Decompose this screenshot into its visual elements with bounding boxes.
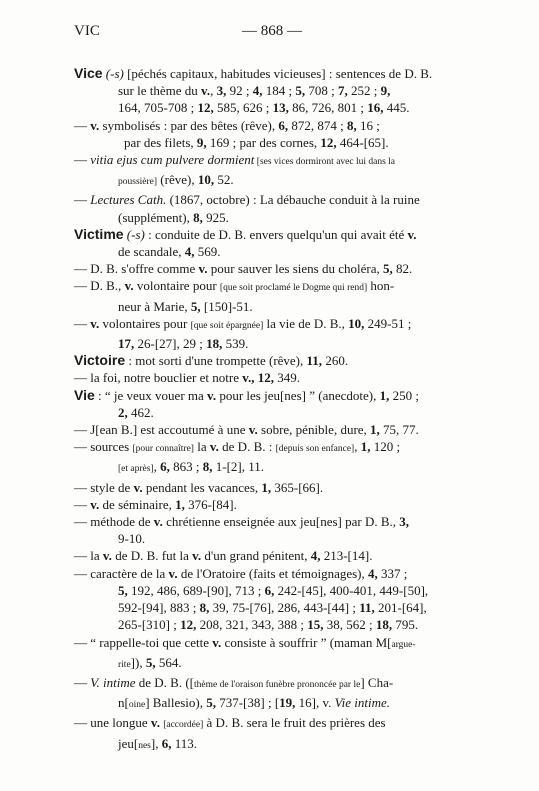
entry-text: pour les jeu[nes] ” (anecdote), xyxy=(216,387,380,403)
volume-number: 9, xyxy=(380,83,391,99)
volume-number: 6, xyxy=(160,459,170,475)
entry-line xyxy=(74,117,470,134)
entry-text: : conduite de D. B. envers quelqu'un qui avait été xyxy=(144,226,408,242)
entry-text: de séminaire, xyxy=(99,496,176,512)
headword: Victoire xyxy=(74,352,126,369)
entry-text: D. B. s'offre comme xyxy=(90,261,199,277)
index-subentry xyxy=(74,421,470,438)
volume-number: 12, xyxy=(180,617,197,633)
editorial-insert: oine xyxy=(128,700,146,711)
volume-number: 3, xyxy=(216,83,227,99)
entry-line xyxy=(74,438,470,458)
plural-marker: (-s) xyxy=(105,66,124,81)
entry-line xyxy=(74,565,470,582)
entry-line xyxy=(74,496,470,513)
entry-line xyxy=(74,404,470,421)
entry-text: neur à Marie, xyxy=(118,298,191,314)
entry-text: 585, 626 ; xyxy=(213,100,273,116)
volume-number: 6, xyxy=(264,582,275,598)
dash: — xyxy=(74,548,91,564)
entry-line xyxy=(74,352,470,369)
volume-number: 1, xyxy=(175,496,185,512)
dash: — xyxy=(74,715,91,731)
entry-text: sources xyxy=(90,439,133,455)
entry-line xyxy=(74,369,470,386)
abbr-v: v. xyxy=(168,565,178,581)
entry-text: de scandale, xyxy=(118,244,185,260)
entry-line xyxy=(74,421,470,438)
latin-quote: vitia ejus cum pulvere dormient xyxy=(90,152,255,168)
index-subentry xyxy=(74,674,470,714)
dash: — xyxy=(74,634,91,650)
entry-text: de l'Oratoire (faits et témoignages), xyxy=(177,565,369,581)
entry-line xyxy=(74,226,470,243)
entry-text: 120 ; xyxy=(370,439,401,455)
entry-text: 872, 874 ; xyxy=(288,117,347,133)
entry-text: 92 ; xyxy=(226,83,253,99)
abbr-v: v. xyxy=(201,83,211,99)
volume-number: 8, xyxy=(346,117,357,133)
entry-text: sobre, pénible, dure, xyxy=(257,422,371,438)
entry-text: 26-[27], 29 ; xyxy=(134,336,207,352)
volume-number: 11, xyxy=(306,353,323,369)
index-body xyxy=(74,65,470,755)
entry-text: par des filets, xyxy=(124,134,197,150)
entry-line xyxy=(74,616,470,633)
volume-number: 1, xyxy=(379,387,390,403)
entry-line xyxy=(74,260,470,277)
entry-text: jeu[ xyxy=(118,735,139,751)
entry-line xyxy=(74,243,470,260)
entry-text: à D. B. sera le fruit des prières des xyxy=(203,715,386,731)
entry-text: “ rappelle-toi que cette xyxy=(90,634,213,650)
entry-text: (1867, octobre) : La débauche conduit à la ruine xyxy=(166,192,420,208)
entry-line xyxy=(74,315,470,335)
entry-text: 376-[84]. xyxy=(184,496,237,512)
index-entry-victime xyxy=(74,226,470,260)
editorial-insert: [que soit épargnée] xyxy=(190,320,264,331)
entry-line xyxy=(74,599,470,616)
plural-marker: (-s) xyxy=(123,226,145,242)
volume-number: 16, xyxy=(367,100,384,116)
abbr-v: v. xyxy=(209,439,219,455)
entry-text: d'un grand pénitent, xyxy=(201,548,311,564)
page-header xyxy=(74,23,470,45)
entry-text: n[ xyxy=(118,695,129,711)
entry-text: 464-[65]. xyxy=(336,134,389,150)
volume-number: 12, xyxy=(320,134,337,150)
volume-number: 17, xyxy=(118,336,135,352)
volume-number: 6, xyxy=(278,117,289,133)
entry-text: 250 ; xyxy=(389,387,419,403)
entry-text: 208, 321, 343, 388 ; xyxy=(196,617,308,633)
entry-text: (rêve), xyxy=(157,172,198,188)
headword: Vie xyxy=(74,386,95,403)
entry-line xyxy=(74,513,470,530)
volume-number: 4, xyxy=(184,244,195,260)
entry-text: 569. xyxy=(194,244,221,260)
entry-text: 925. xyxy=(202,209,229,225)
entry-text: , xyxy=(354,439,361,455)
editorial-insert: [accordée] xyxy=(163,720,204,731)
entry-line xyxy=(74,479,470,496)
volume-number: 8, xyxy=(202,459,213,475)
index-entry-vice xyxy=(74,65,470,117)
entry-text: 260. xyxy=(322,353,349,369)
dash: — xyxy=(74,439,91,455)
entry-text: 52. xyxy=(214,172,234,188)
entry-text: pour sauver les siens du choléra, xyxy=(207,261,383,277)
entry-text: style de xyxy=(90,479,134,495)
volume-number: 5, xyxy=(118,582,128,598)
headword: Victime xyxy=(74,225,124,242)
entry-line xyxy=(74,65,470,82)
dash: — xyxy=(74,152,91,168)
volume-number: 15, xyxy=(307,617,324,633)
headword: Vice xyxy=(74,65,103,81)
entry-line xyxy=(74,209,470,226)
abbr-v: v., xyxy=(242,370,255,386)
dash: — xyxy=(74,479,91,495)
entry-text: une longue xyxy=(90,715,151,731)
entry-text: ]), xyxy=(130,654,146,670)
volume-number: 5, xyxy=(383,261,393,277)
index-subentry xyxy=(74,191,470,225)
editorial-insert: rite xyxy=(118,659,131,670)
index-entry-victoire xyxy=(74,352,470,369)
entry-text: 16 ; xyxy=(356,117,380,133)
entry-text: [péchés capitaux, habitudes vicieuses] : sentences de D. B. xyxy=(123,66,433,81)
entry-line xyxy=(74,335,470,352)
editorial-insert: poussière] xyxy=(118,177,158,188)
publication-title: Lectures Cath. xyxy=(90,192,167,208)
entry-line xyxy=(74,82,470,99)
abbr-v: v. xyxy=(150,715,160,731)
dash: — xyxy=(74,674,91,690)
entry-line xyxy=(74,99,470,116)
entry-line xyxy=(74,277,470,297)
entry-text: 169 ; par des cornes, xyxy=(206,134,321,150)
entry-text: méthode de xyxy=(90,514,154,530)
entry-text: 242-[45], 400-401, 449-[50], xyxy=(274,582,429,598)
entry-line xyxy=(74,387,470,404)
editorial-insert: [que soit proclamé le Dogme qui rend] xyxy=(219,283,368,294)
abbr-v: v. xyxy=(407,226,417,242)
dash: — xyxy=(74,565,91,581)
entry-text: la vie de D. B., xyxy=(263,315,349,331)
entry-text: chrétienne enseignée aux jeu[nes] par D. B., xyxy=(162,514,400,530)
volume-number: 12, xyxy=(254,370,275,386)
entry-text: 249-51 ; xyxy=(364,315,412,331)
entry-text: sur le thème du xyxy=(118,83,202,99)
entry-text: 737-[38] ; [ xyxy=(215,695,280,711)
entry-text: pendant les vacances, xyxy=(142,479,262,495)
dash: — xyxy=(74,117,91,133)
entry-text: volontaire pour xyxy=(133,278,220,294)
entry-text: 337 ; xyxy=(377,565,408,581)
page-number: — 868 — xyxy=(242,23,302,39)
volume-number: 18, xyxy=(206,336,223,352)
entry-text: 539. xyxy=(222,336,249,352)
volume-number: 6, xyxy=(161,735,172,751)
entry-text: 708 ; xyxy=(305,83,338,99)
volume-number: 10, xyxy=(348,315,365,331)
abbr-v: v. xyxy=(198,261,208,277)
volume-number: 1, xyxy=(261,479,272,495)
volume-number: 1, xyxy=(360,439,371,455)
entry-text: 564. xyxy=(155,654,182,670)
entry-text: ] Ballesio), xyxy=(145,695,207,711)
index-subentry xyxy=(74,714,470,754)
entry-line xyxy=(74,298,470,315)
index-subentry xyxy=(74,438,470,478)
entry-text: symbolisés : par des bêtes (rêve), xyxy=(99,117,279,133)
volume-number: 5, xyxy=(190,298,201,314)
entry-line xyxy=(74,547,470,564)
abbr-v: v. xyxy=(248,422,258,438)
volume-number: 7, xyxy=(337,83,348,99)
index-subentry xyxy=(74,151,470,191)
volume-number: 10, xyxy=(197,172,215,188)
entry-text: 16], v. xyxy=(295,695,335,711)
entry-text: de D. B. : xyxy=(218,439,276,455)
abbr-v: v. xyxy=(90,315,100,331)
dash: — xyxy=(74,278,91,294)
dash: — xyxy=(74,315,91,331)
editorial-insert: [et après] xyxy=(118,464,154,475)
entry-line xyxy=(74,530,470,547)
editorial-insert: nes xyxy=(138,740,151,751)
abbr-v: v. xyxy=(133,479,143,495)
index-subentry xyxy=(74,565,470,634)
volume-number: 11, xyxy=(359,600,375,616)
editorial-insert: [depuis son enfance] xyxy=(275,444,355,455)
abbr-v: v. xyxy=(124,278,134,294)
entry-text: (supplément), xyxy=(118,209,194,225)
entry-text: consiste à souffrir ” (maman M[ xyxy=(221,634,392,650)
dash: — xyxy=(74,422,91,438)
index-subentry xyxy=(74,260,470,277)
entry-text: de D. B. fut la xyxy=(111,548,193,564)
editorial-insert: argue- xyxy=(391,639,416,650)
running-head: VIC xyxy=(74,23,100,39)
volume-number: 4, xyxy=(368,565,378,581)
index-subentry xyxy=(74,479,470,496)
entry-line xyxy=(74,151,470,171)
entry-text: , xyxy=(153,459,161,475)
volume-number: 8, xyxy=(199,600,210,616)
entry-text: la xyxy=(90,548,103,564)
entry-text: volontaires pour xyxy=(99,315,191,331)
entry-text: 82. xyxy=(392,261,413,277)
abbr-v: v. xyxy=(102,548,112,564)
abbr-v: v. xyxy=(90,496,100,512)
dash: — xyxy=(74,496,91,512)
editorial-insert: thème de l'oraison funèbre prononcée par le xyxy=(194,679,361,690)
entry-text: la xyxy=(193,439,210,455)
cross-reference: Vie intime. xyxy=(334,695,391,711)
entry-text: 184 ; xyxy=(262,83,296,99)
abbr-v: v. xyxy=(207,387,217,403)
volume-number: 5, xyxy=(206,695,216,711)
volume-number: 13, xyxy=(272,100,289,116)
entry-text: 349. xyxy=(274,370,301,386)
entry-line xyxy=(74,582,470,599)
volume-number: 3, xyxy=(399,514,410,530)
entry-text: : “ je veux vouer ma xyxy=(94,387,208,403)
entry-line xyxy=(74,171,470,191)
entry-text: 86, 726, 801 ; xyxy=(288,100,368,116)
index-subentry xyxy=(74,277,470,314)
volume-number: 18, xyxy=(375,617,393,633)
abbr-v: v. xyxy=(192,548,202,564)
entry-text: : mot sorti d'une trompette (rêve), xyxy=(125,353,307,369)
index-subentry xyxy=(74,547,470,564)
volume-number: 4, xyxy=(310,548,321,564)
entry-text: 201-[64], xyxy=(374,600,427,616)
entry-text: [150]-51. xyxy=(200,298,253,314)
abbr-v: v. xyxy=(90,117,100,133)
entry-text: 462. xyxy=(127,404,154,420)
entry-line xyxy=(74,654,470,674)
volume-number: 8, xyxy=(193,209,203,225)
entry-text: 863 ; xyxy=(169,459,203,475)
abbr-v: v. xyxy=(212,634,222,650)
entry-text: 1-[2], 11. xyxy=(212,459,264,475)
entry-text: de D. B. ([ xyxy=(135,674,195,690)
entry-line xyxy=(74,714,470,734)
dash: — xyxy=(74,261,91,277)
entry-line xyxy=(74,674,470,694)
entry-text: J[ean B.] est accoutumé à une xyxy=(90,422,249,438)
index-subentry xyxy=(74,513,470,547)
entry-text: 113. xyxy=(171,735,198,751)
dash: — xyxy=(74,514,91,530)
volume-number: 12, xyxy=(197,100,214,116)
entry-text: 213-[14]. xyxy=(320,548,373,564)
entry-text: 252 ; xyxy=(347,83,381,99)
entry-text: ] Cha- xyxy=(360,674,394,690)
editorial-insert: [ses vices dormiront avec lui dans la xyxy=(254,157,396,168)
entry-text: la foi, notre bouclier et notre xyxy=(90,370,243,386)
entry-text: hon- xyxy=(367,278,395,294)
entry-text: 164, 705-708 ; xyxy=(118,100,198,116)
entry-line xyxy=(74,735,470,755)
entry-text: 365-[66]. xyxy=(271,479,324,495)
entry-line xyxy=(74,458,470,478)
volume-number: 5, xyxy=(295,83,306,99)
entry-text: caractère de la xyxy=(90,565,169,581)
entry-text: 39, 75-[76], 286, 443-[44] ; xyxy=(209,600,360,616)
editorial-insert: [pour connaître] xyxy=(132,444,194,455)
volume-number: 1, xyxy=(370,422,380,438)
italic-term: V. intime xyxy=(90,674,136,690)
entry-text: 75, 77. xyxy=(379,422,419,438)
volume-number: 9, xyxy=(196,134,207,150)
index-subentry xyxy=(74,634,470,674)
entry-text: D. B., xyxy=(90,278,125,294)
abbr-v: v. xyxy=(153,514,163,530)
index-subentry xyxy=(74,315,470,352)
volume-number: 5, xyxy=(145,654,156,670)
dash: — xyxy=(74,370,91,386)
index-entry-vie xyxy=(74,387,470,421)
entry-line xyxy=(74,191,470,208)
entry-text: 265-[310] ; xyxy=(118,617,181,633)
entry-text: 9-10. xyxy=(118,531,146,547)
entry-text: ], xyxy=(150,735,162,751)
index-subentry xyxy=(74,117,470,151)
volume-number: 2, xyxy=(118,404,128,420)
entry-text: 38, 562 ; xyxy=(323,617,376,633)
entry-line xyxy=(74,694,470,714)
entry-text: 795. xyxy=(392,617,419,633)
entry-text: 592-[94], 883 ; xyxy=(118,600,200,616)
dash: — xyxy=(74,192,91,208)
volume-number: 19, xyxy=(279,695,296,711)
entry-line xyxy=(74,634,470,654)
entry-text: , xyxy=(210,83,217,99)
volume-number: 4, xyxy=(252,83,263,99)
entry-line xyxy=(74,134,470,151)
entry-text: 192, 486, 689-[90], 713 ; xyxy=(127,582,265,598)
index-subentry xyxy=(74,369,470,386)
index-subentry xyxy=(74,496,470,513)
entry-text: 445. xyxy=(383,100,410,116)
